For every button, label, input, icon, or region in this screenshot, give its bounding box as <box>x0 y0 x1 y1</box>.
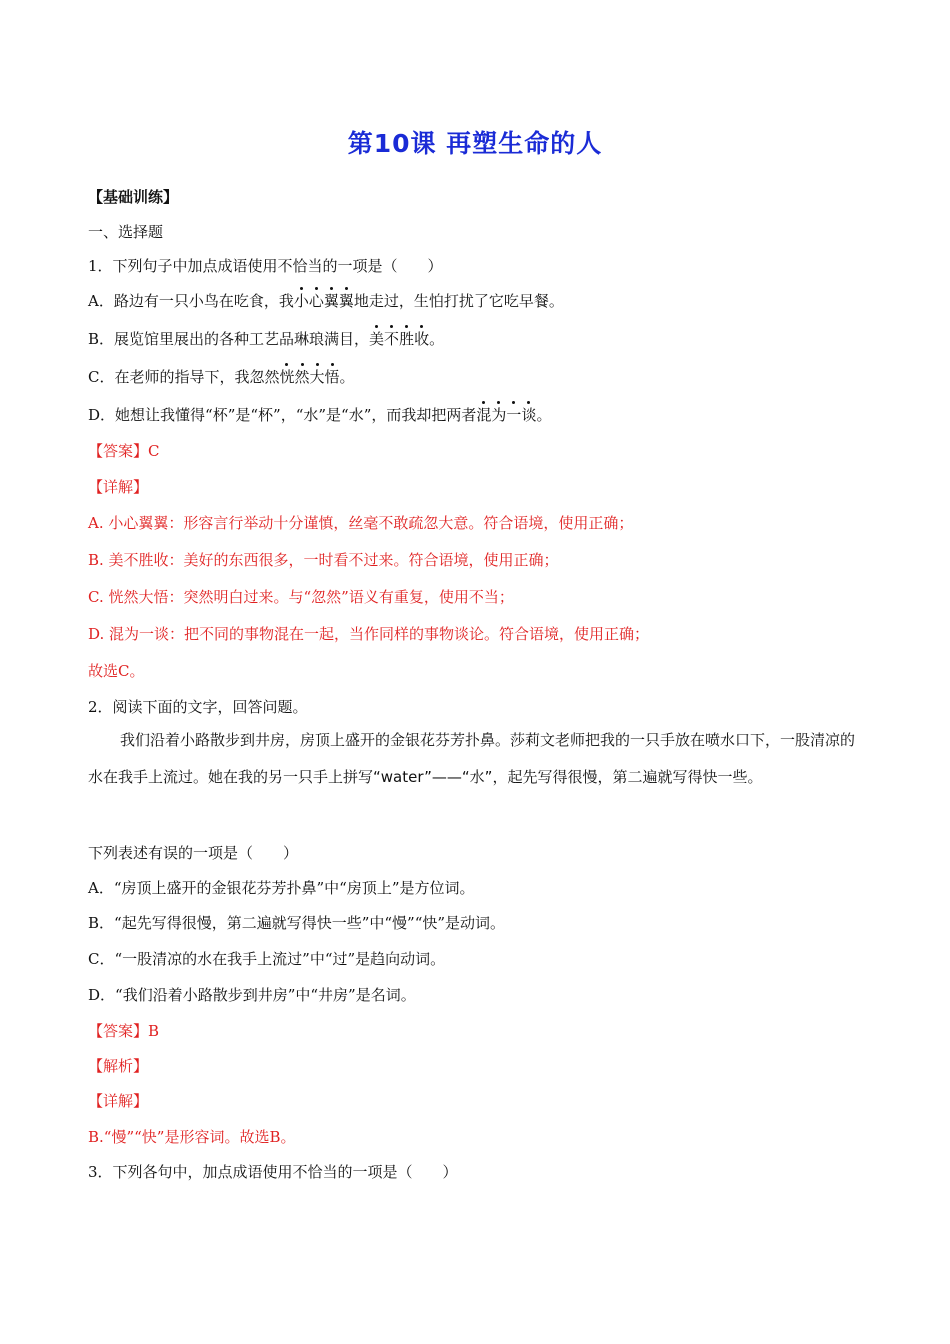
q2-prompt: 下列表述有误的一项是（ ） <box>88 844 299 862</box>
reading-passage: 我们沿着小路散步到井房，房顶上盛开的金银花芬芳扑鼻。莎莉文老师把我的一只手放在喷水口下，一股清凉的水在我手上流过。她在我的另一只手上拼写“water”——“水”，起先写得很慢，第二遍就写得快一些。 <box>88 731 856 786</box>
q2-option-a: A．“房顶上盛开的金银花芬芳扑鼻”中“房顶上”是方位词。 <box>88 879 475 897</box>
q2-analysis-label: 【解析】 <box>88 1057 149 1075</box>
q2-answer: 【答案】B <box>88 1022 160 1040</box>
q2-detail-label: 【详解】 <box>88 1092 149 1110</box>
q1-detail-label: 【详解】 <box>88 478 149 496</box>
q1-explain-c: C. 恍然大悟：突然明白过来。与“忽然”语义有重复，使用不当； <box>88 588 514 606</box>
page-title: 第10课 再塑生命的人 <box>347 129 603 158</box>
q1-explain-a: A. 小心翼翼：形容言行举动十分谨慎，丝毫不敢疏忽大意。符合语境，使用正确； <box>88 514 634 532</box>
q2-explain: B.“慢”“快”是形容词。故选B。 <box>88 1128 296 1146</box>
q1-explain-d: D. 混为一谈：把不同的事物混在一起，当作同样的事物谈论。符合语境，使用正确； <box>88 625 650 643</box>
question-2-stem: 2．阅读下面的文字，回答问题。 <box>88 698 308 716</box>
q1-option-a: A．路边有一只小鸟在吃食，我小心翼翼地走过，生怕打扰了它吃早餐。 <box>88 292 564 310</box>
q1-option-d: D．她想让我懂得“杯”是“杯”，“水”是“水”，而我却把两者混为一谈。 <box>88 406 552 424</box>
section-heading: 【基础训练】 <box>88 188 179 206</box>
q1-option-b: B．展览馆里展出的各种工艺品琳琅满目，美不胜收。 <box>88 330 445 348</box>
part-heading: 一、选择题 <box>88 223 164 241</box>
q2-option-c: C．“一股清凉的水在我手上流过”中“过”是趋向动词。 <box>88 950 446 968</box>
question-1-stem: 1．下列句子中加点成语使用不恰当的一项是（ ） <box>88 257 443 275</box>
q1-option-c: C．在老师的指导下，我忽然恍然大悟。 <box>88 368 355 386</box>
question-3-stem: 3．下列各句中，加点成语使用不恰当的一项是（ ） <box>88 1163 458 1181</box>
q2-option-d: D．“我们沿着小路散步到井房”中“井房”是名词。 <box>88 986 416 1004</box>
q1-explain-b: B. 美不胜收：美好的东西很多，一时看不过来。符合语境，使用正确； <box>88 551 559 569</box>
q1-conclusion: 故选C。 <box>88 662 145 680</box>
q2-option-b: B．“起先写得很慢，第二遍就写得快一些”中“慢”“快”是动词。 <box>88 914 506 932</box>
q1-answer: 【答案】C <box>88 442 160 460</box>
